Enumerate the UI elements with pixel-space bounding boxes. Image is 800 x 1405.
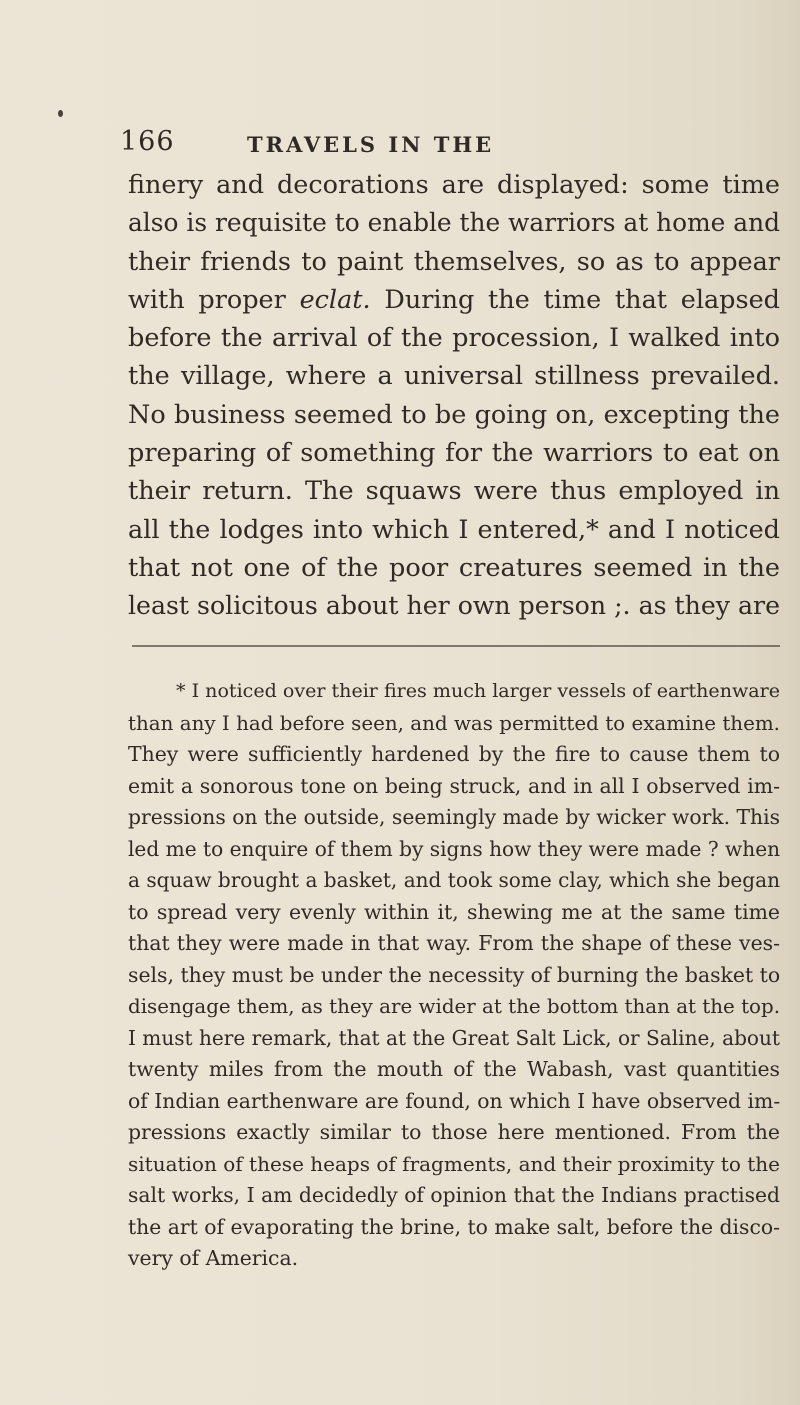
footnote-line: * I noticed over their fires much larger vessels of earthenware bbox=[176, 680, 780, 702]
body-line: preparing of something for the warriors to eat on bbox=[128, 438, 780, 469]
body-line: the village, where a universal stillness prevailed. bbox=[128, 361, 780, 392]
page-number: 166 bbox=[120, 126, 175, 157]
page-header bbox=[0, 126, 800, 166]
footnote-line: disengage them, as they are wider at the bottom than at the top. bbox=[128, 995, 780, 1018]
body-line: also is requisite to enable the warriors at home and bbox=[128, 208, 780, 238]
footnote-line: than any I had before seen, and was permitted to examine them. bbox=[128, 711, 780, 735]
body-line: their friends to paint themselves, so as to appear bbox=[128, 246, 780, 277]
footnote-line: salt works, I am decidedly of opinion that the Indians practised bbox=[128, 1183, 780, 1207]
body-line: all the lodges into which I entered,* and I noticed bbox=[128, 514, 780, 545]
body-line: their return. The squaws were thus employed in bbox=[128, 476, 780, 507]
footnote-line: that they were made in that way. From the shape of these ves- bbox=[128, 931, 780, 955]
footnote-line: led me to enquire of them by signs how they were made ? when bbox=[128, 836, 781, 861]
footnote-line: the art of evaporating the brine, to make salt, before the disco- bbox=[128, 1214, 780, 1239]
footnote-line: pressions on the outside, seemingly made by wicker work. This bbox=[128, 805, 780, 829]
body-line: least solicitous about her own person ;. as they are bbox=[128, 591, 780, 621]
footnote-line: of Indian earthenware are found, on which I have observed im- bbox=[128, 1088, 781, 1113]
footnote-rule bbox=[132, 645, 780, 647]
footnote-line: emit a sonorous tone on being struck, and in all I observed im- bbox=[128, 773, 780, 798]
body-line: that not one of the poor creatures seemed in the bbox=[128, 552, 780, 583]
footnote-line: pressions exactly similar to those here mentioned. From the bbox=[128, 1120, 780, 1144]
body-text bbox=[128, 166, 780, 626]
running-head: TRAVELS IN THE bbox=[247, 132, 495, 157]
footnote-line: situation of these heaps of fragments, and their proximity to the bbox=[128, 1151, 780, 1176]
footnote bbox=[128, 676, 780, 1275]
footnote-line: They were sufficiently hardened by the fire to cause them to bbox=[128, 742, 780, 766]
body-line: before the arrival of the procession, I walked into bbox=[128, 323, 780, 354]
footnote-line: very of America. bbox=[128, 1246, 299, 1270]
footnote-line: to spread very evenly within it, shewing me at the same time bbox=[128, 899, 780, 924]
body-line: with proper eclat. During the time that elapsed bbox=[128, 284, 781, 315]
footnote-line: I must here remark, that at the Great Salt Lick, or Saline, about bbox=[128, 1025, 780, 1050]
body-line: No business seemed to be going on, excepting the bbox=[128, 399, 780, 430]
footnote-line: twenty miles from the mouth of the Wabash, vast quantities bbox=[128, 1057, 780, 1081]
footnote-line: a squaw brought a basket, and took some clay, which she began bbox=[128, 868, 780, 892]
body-line: finery and decorations are displayed: some time bbox=[128, 170, 780, 200]
ink-speck bbox=[58, 110, 63, 117]
footnote-line: sels, they must be under the necessity of burning the basket to bbox=[128, 962, 781, 987]
